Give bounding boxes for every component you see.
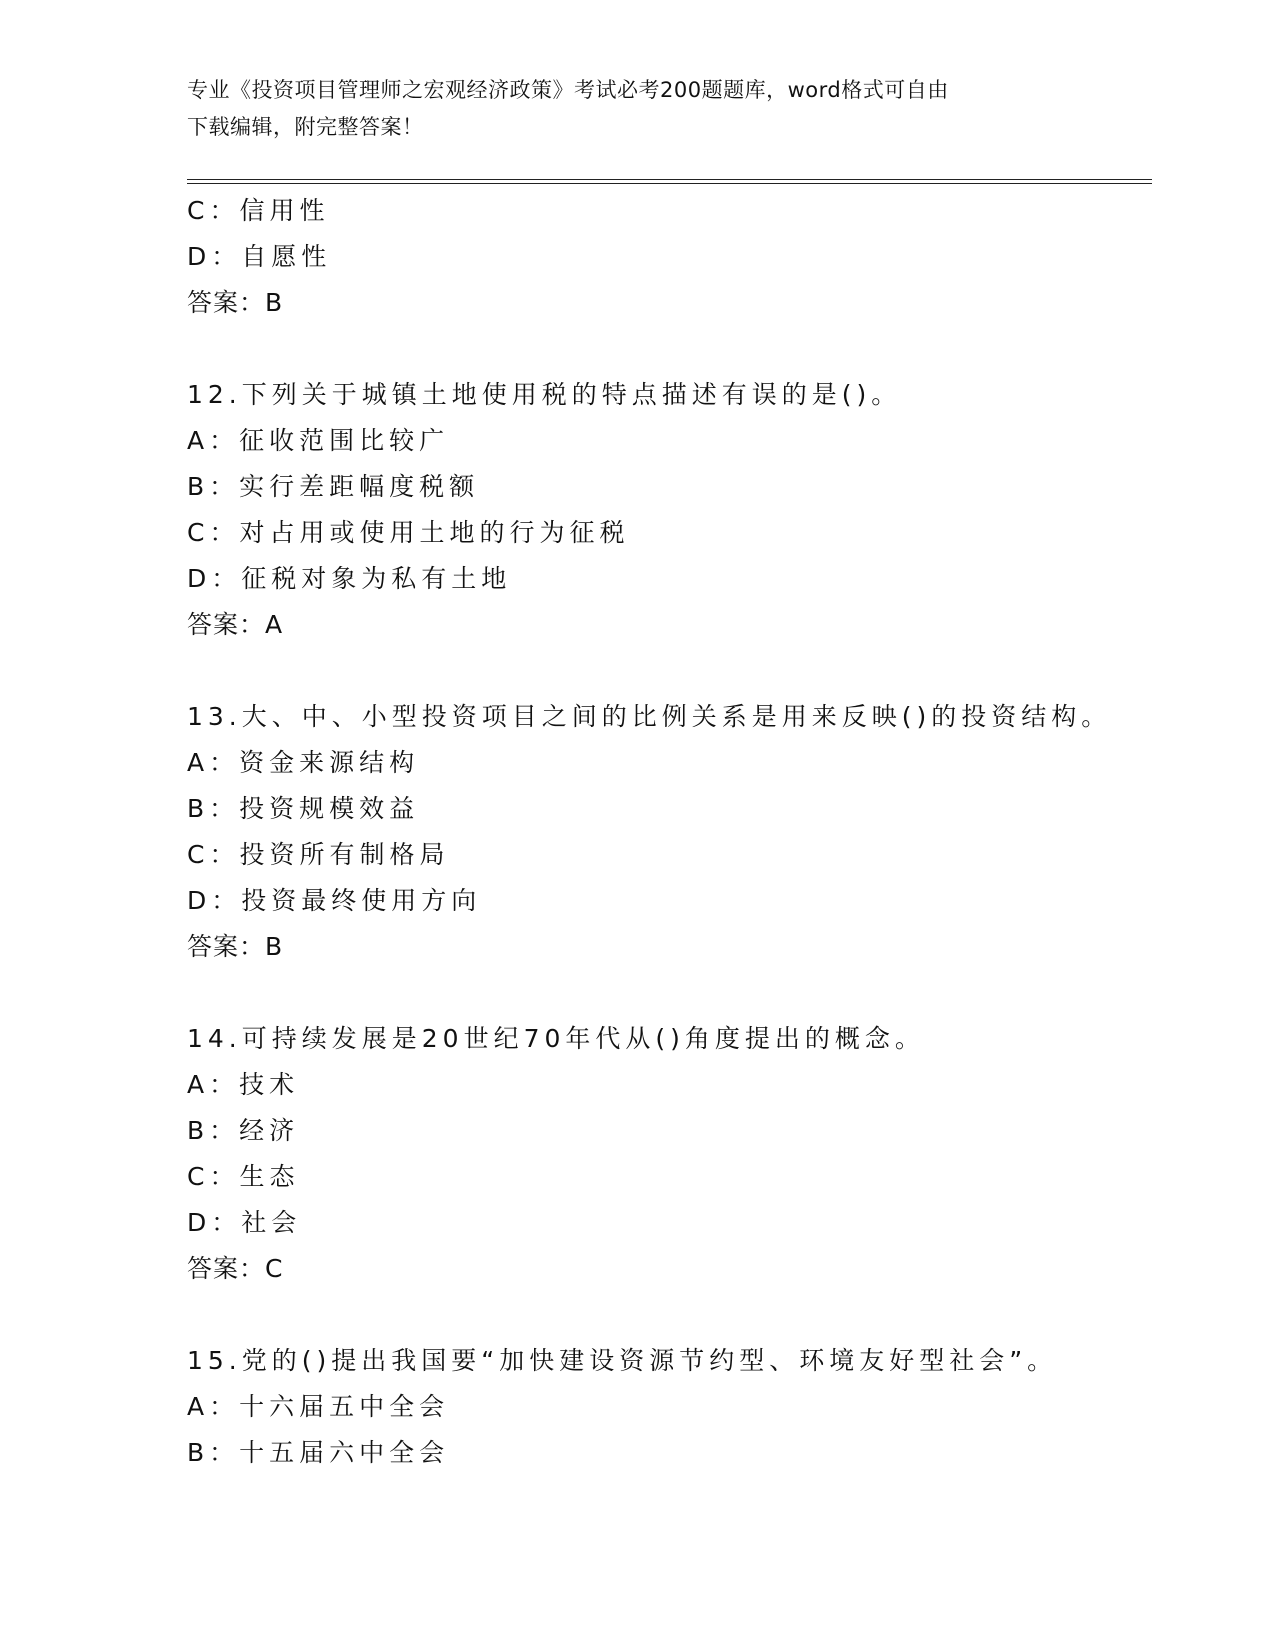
question-block <box>187 694 1152 970</box>
option-b: B：实行差距幅度税额 <box>187 472 480 501</box>
header-divider-top <box>187 179 1152 180</box>
option-c: C：投资所有制格局 <box>187 840 450 869</box>
option-a: A：征收范围比较广 <box>187 426 450 455</box>
question-stem: 15.党的()提出我国要“加快建设资源节约型、环境友好型社会”。 <box>187 1346 1058 1375</box>
option-c: C：对占用或使用土地的行为征税 <box>187 518 630 547</box>
option-c: C：生态 <box>187 1162 300 1191</box>
header-line-2: 下载编辑，附完整答案！ <box>187 115 424 139</box>
document-header <box>187 72 1077 146</box>
spacer <box>187 1292 1152 1338</box>
option-c: C：信用性 <box>187 196 330 225</box>
question-block <box>187 188 1152 326</box>
question-stem: 14.可持续发展是20世纪70年代从()角度提出的概念。 <box>187 1024 925 1053</box>
header-line-1: 专业《投资项目管理师之宏观经济政策》考试必考200题题库，word格式可自由 <box>187 78 949 102</box>
option-d: D：社会 <box>187 1208 302 1237</box>
answer-line: 答案：B <box>187 932 284 961</box>
option-d: D：自愿性 <box>187 242 332 271</box>
option-a: A：十六届五中全会 <box>187 1392 450 1421</box>
answer-line: 答案：B <box>187 288 284 317</box>
spacer <box>187 970 1152 1016</box>
option-b: B：十五届六中全会 <box>187 1438 450 1467</box>
spacer <box>187 648 1152 694</box>
question-block <box>187 372 1152 648</box>
question-block <box>187 1016 1152 1292</box>
option-d: D：征税对象为私有土地 <box>187 564 512 593</box>
question-stem: 12.下列关于城镇土地使用税的特点描述有误的是()。 <box>187 380 902 409</box>
option-b: B：投资规模效益 <box>187 794 420 823</box>
option-d: D：投资最终使用方向 <box>187 886 482 915</box>
question-block <box>187 1338 1152 1476</box>
spacer <box>187 326 1152 372</box>
question-stem: 13.大、中、小型投资项目之间的比例关系是用来反映()的投资结构。 <box>187 702 1112 731</box>
option-b: B：经济 <box>187 1116 300 1145</box>
answer-line: 答案：C <box>187 1254 284 1283</box>
question-list <box>187 188 1152 1476</box>
answer-line: 答案：A <box>187 610 284 639</box>
header-divider-bottom <box>187 183 1152 184</box>
option-a: A：技术 <box>187 1070 300 1099</box>
option-a: A：资金来源结构 <box>187 748 420 777</box>
